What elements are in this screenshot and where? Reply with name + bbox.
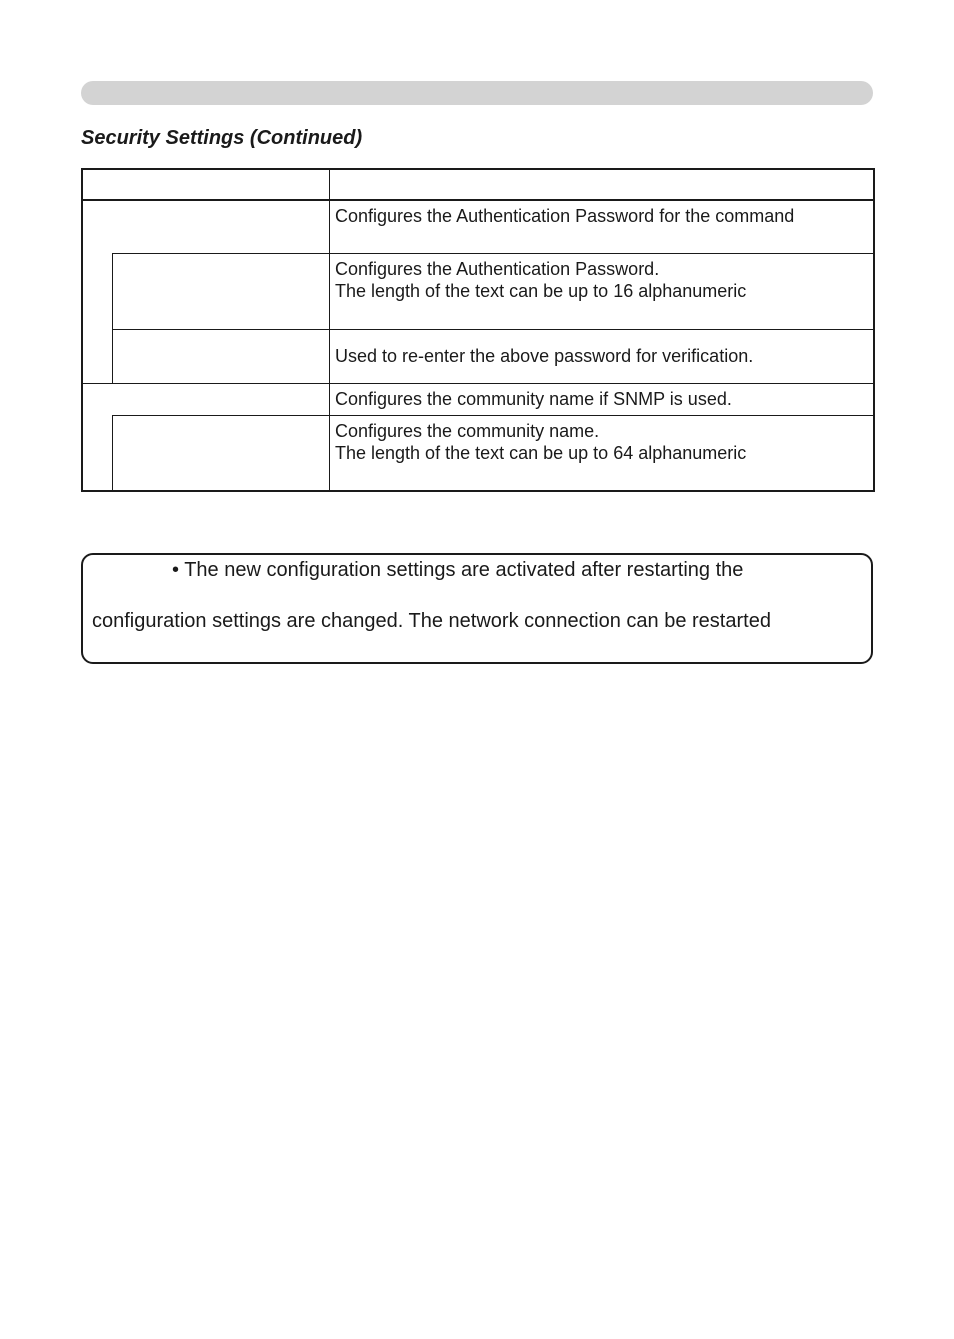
row-1-description: Configures the Authentication Password for the command: [335, 206, 795, 226]
table-subindent-divider-1: [112, 253, 113, 383]
table-row-divider-4: [112, 415, 875, 416]
row-2-description: Configures the Authentication Password. The length of the text can be up to 16 alphanumeric: [335, 259, 747, 301]
note-box: [81, 553, 873, 664]
note-line-1: • The new configuration settings are activated after restarting the: [172, 559, 744, 581]
table-row-divider-3: [81, 383, 875, 384]
table-row-divider-1: [112, 253, 875, 254]
note-line-2: configuration settings are changed. The network connection can be restarted: [92, 610, 771, 632]
row-5-description: Configures the community name. The length of the text can be up to 64 alphanumeric: [335, 421, 747, 463]
table-border-bottom: [81, 490, 875, 492]
section-title: Security Settings (Continued): [81, 127, 363, 149]
table-border-right: [873, 168, 875, 492]
table-header-divider: [81, 199, 875, 201]
table-border-top: [81, 168, 875, 170]
table-subindent-divider-2: [112, 415, 113, 492]
row-4-description: Configures the community name if SNMP is used.: [335, 389, 732, 409]
settings-table: [81, 168, 875, 492]
table-border-left: [81, 168, 83, 492]
table-row-divider-2: [112, 329, 875, 330]
row-3-description: Used to re-enter the above password for verification.: [335, 346, 754, 366]
header-bar: [81, 81, 873, 105]
table-column-divider: [329, 168, 330, 492]
